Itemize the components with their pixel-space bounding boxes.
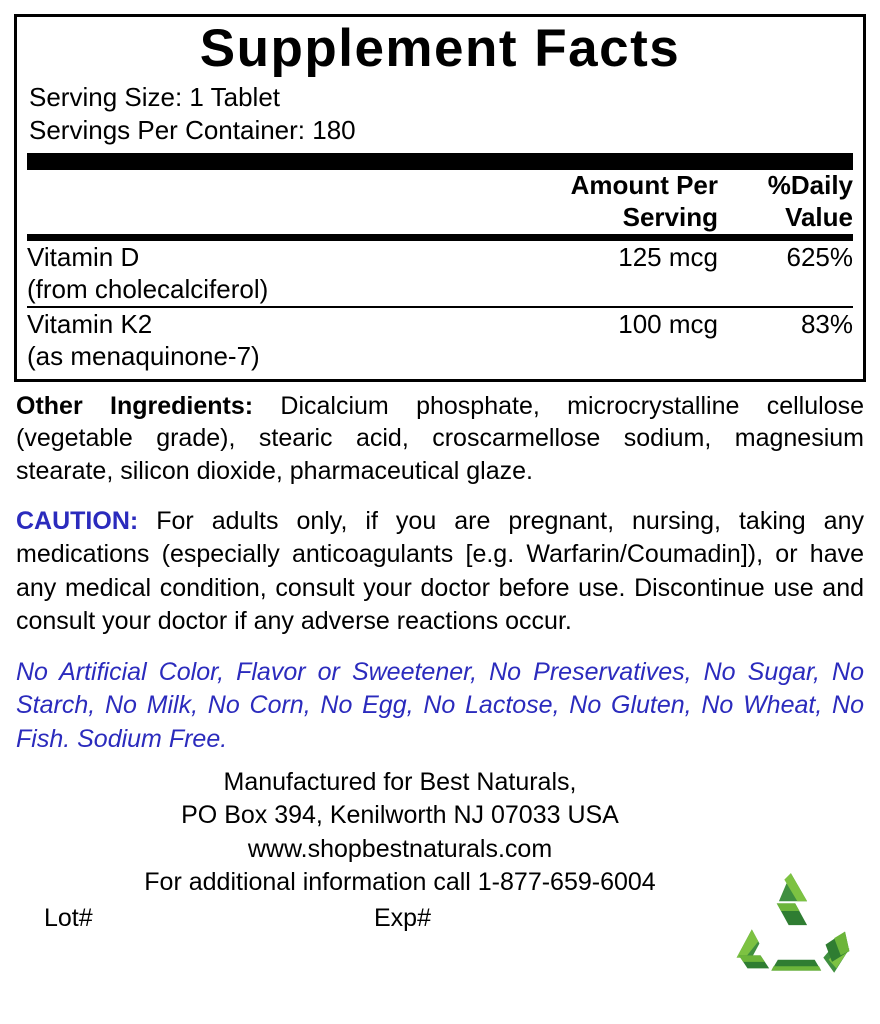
exp-label: Exp# xyxy=(374,903,431,932)
manufacturer-phone: For additional information call 1-877-659-6004 xyxy=(144,868,656,897)
nutrient-dv: 83% xyxy=(800,308,853,339)
nutrient-rows-1 xyxy=(27,241,853,306)
table-row-sub xyxy=(27,340,853,373)
table-row xyxy=(27,241,853,274)
table-row-sub xyxy=(27,273,853,306)
header-daily-value xyxy=(718,170,853,233)
nutrient-name: Vitamin K2 xyxy=(27,308,153,339)
lot-label: Lot# xyxy=(44,903,93,932)
nutrient-source: (as menaquinone-7) xyxy=(27,341,260,372)
other-ingredients-heading: Other Ingredients: xyxy=(16,391,254,420)
caution-statement xyxy=(16,505,864,638)
header-dv-line1: %Daily xyxy=(767,170,853,201)
header-blank xyxy=(27,170,503,233)
nutrient-amount-blank xyxy=(503,273,718,306)
header-amount-line2: Serving xyxy=(622,201,718,232)
table-header-row xyxy=(27,170,853,233)
manufacturer-website[interactable]: www.shopbestnaturals.com xyxy=(247,834,553,863)
caution-keyword: CAUTION: xyxy=(16,507,139,536)
table-row xyxy=(27,308,853,341)
nutrient-amount-blank xyxy=(503,340,718,373)
recycle-icon xyxy=(728,864,858,984)
manufacturer-address: PO Box 394, Kenilworth NJ 07033 USA xyxy=(181,801,619,830)
header-amount-per-serving xyxy=(503,170,718,233)
servings-per-container: Servings Per Container: 180 xyxy=(29,114,356,145)
serving-size: Serving Size: 1 Tablet xyxy=(29,81,280,112)
caution-text: For adults only, if you are pregnant, nursing, taking any medications (especially anticoagulants [e.g. Warfarin/Coumadin]), or have any medical condition, consult your doctor before use. Discontinue use and consult your doctor if any adverse reactions occur. xyxy=(16,507,864,635)
divider-under-header xyxy=(27,234,853,241)
free-from-claims: No Artificial Color, Flavor or Sweetener, No Preservatives, No Sugar, No Starch, No Milk, No Corn, No Egg, No Lactose, No Gluten, No Wheat, No Fish. Sodium Free. xyxy=(16,658,864,753)
nutrient-rows-2 xyxy=(27,308,853,373)
nutrition-table xyxy=(27,170,853,233)
nutrient-amount: 125 mcg xyxy=(618,241,718,272)
nutrient-dv-blank xyxy=(718,273,853,306)
nutrient-name: Vitamin D xyxy=(27,241,140,272)
other-ingredients xyxy=(16,390,864,488)
nutrient-source: (from cholecalciferol) xyxy=(27,274,269,305)
divider-thick-top xyxy=(27,153,853,170)
header-dv-line2: Value xyxy=(785,201,853,232)
other-ingredients-text: Dicalcium phosphate, microcrystalline cellulose (vegetable grade), stearic acid, croscarmellose sodium, magnesium stearate, silicon dioxide, pharmaceutical glaze. xyxy=(16,391,864,485)
page-title: Supplement Facts xyxy=(199,19,681,78)
nutrient-dv-blank xyxy=(718,340,853,373)
nutrient-dv: 625% xyxy=(786,241,853,272)
supplement-facts-panel xyxy=(14,14,866,382)
manufacturer-name: Manufactured for Best Naturals, xyxy=(223,767,577,796)
header-amount-line1: Amount Per xyxy=(570,170,718,201)
nutrient-amount: 100 mcg xyxy=(618,308,718,339)
